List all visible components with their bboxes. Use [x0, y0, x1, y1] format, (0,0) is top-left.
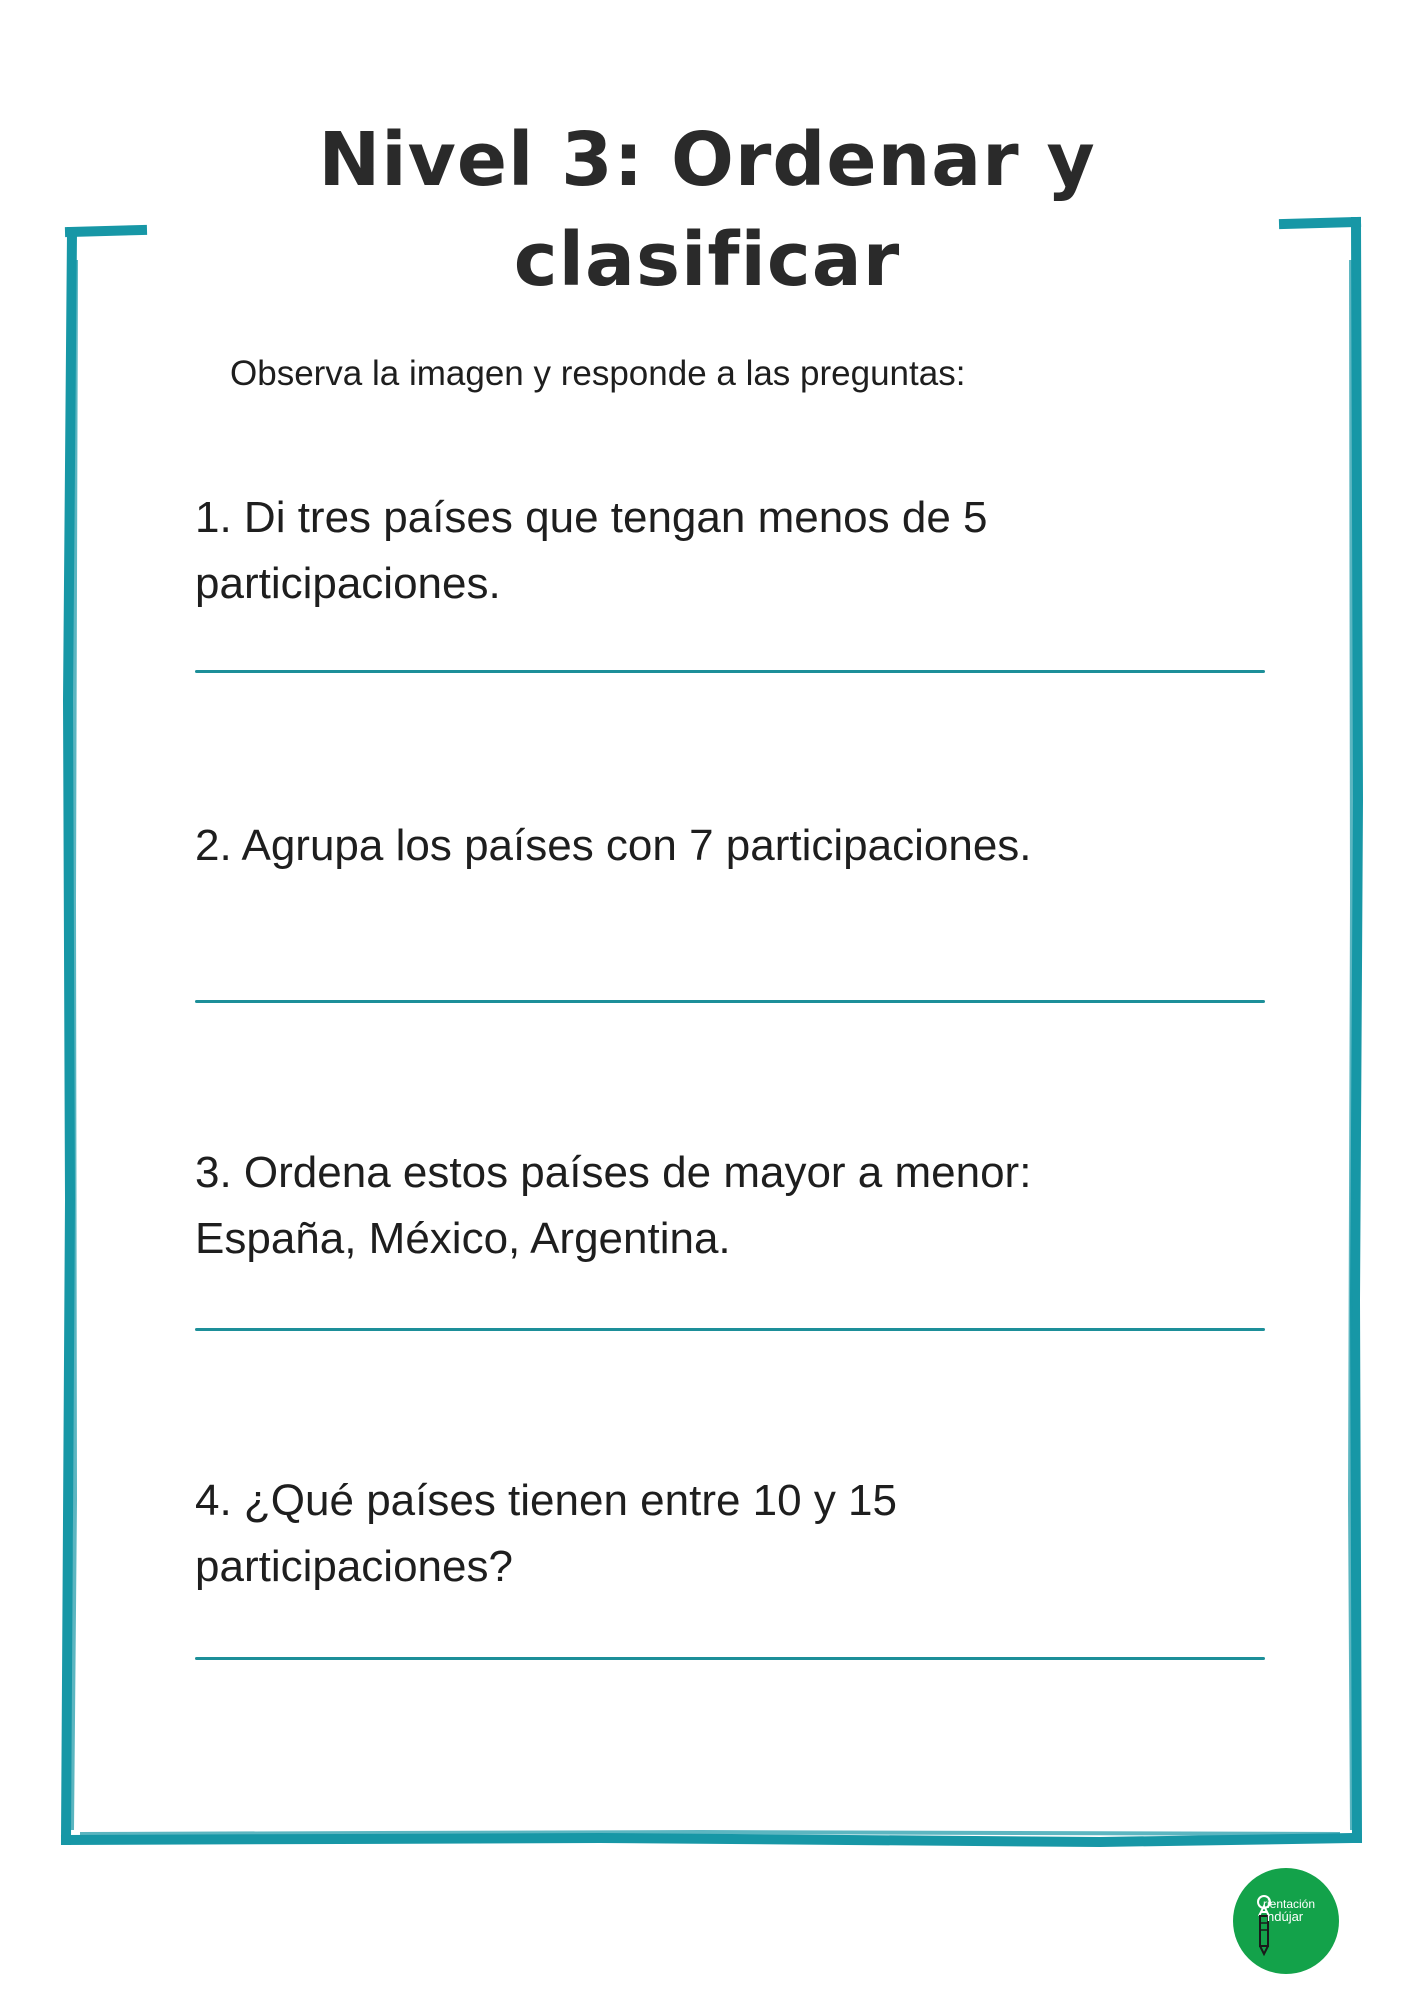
orientacion-andujar-logo	[1233, 1868, 1339, 1974]
question-3	[195, 1140, 1285, 1272]
question-1-line-2: participaciones.	[195, 559, 501, 608]
instruction-text: Observa la imagen y responde a las preguntas:	[230, 354, 966, 393]
question-1-line-1: 1. Di tres países que tengan menos de 5	[195, 493, 988, 542]
question-1	[195, 485, 1285, 617]
question-3-line-1: 3. Ordena estos países de mayor a menor:	[195, 1148, 1032, 1197]
question-3-line-2: España, México, Argentina.	[195, 1214, 731, 1263]
answer-line-1[interactable]	[195, 670, 1265, 673]
title-line-1: Nivel 3: Ordenar y	[318, 117, 1096, 203]
answer-line-3[interactable]	[195, 1328, 1265, 1331]
logo-text-bottom: ndújar	[1267, 1909, 1304, 1924]
logo-text-top: rientación	[1263, 1897, 1316, 1911]
page-title	[0, 110, 1414, 310]
answer-line-4[interactable]	[195, 1657, 1265, 1660]
question-4-line-2: participaciones?	[195, 1542, 513, 1591]
question-4	[195, 1468, 1285, 1600]
title-line-2: clasificar	[513, 217, 901, 303]
question-4-line-1: 4. ¿Qué países tienen entre 10 y 15	[195, 1476, 898, 1525]
question-2-line-1: 2. Agrupa los países con 7 participaciones.	[195, 821, 1032, 870]
question-2	[195, 813, 1285, 879]
answer-line-2[interactable]	[195, 1000, 1265, 1003]
